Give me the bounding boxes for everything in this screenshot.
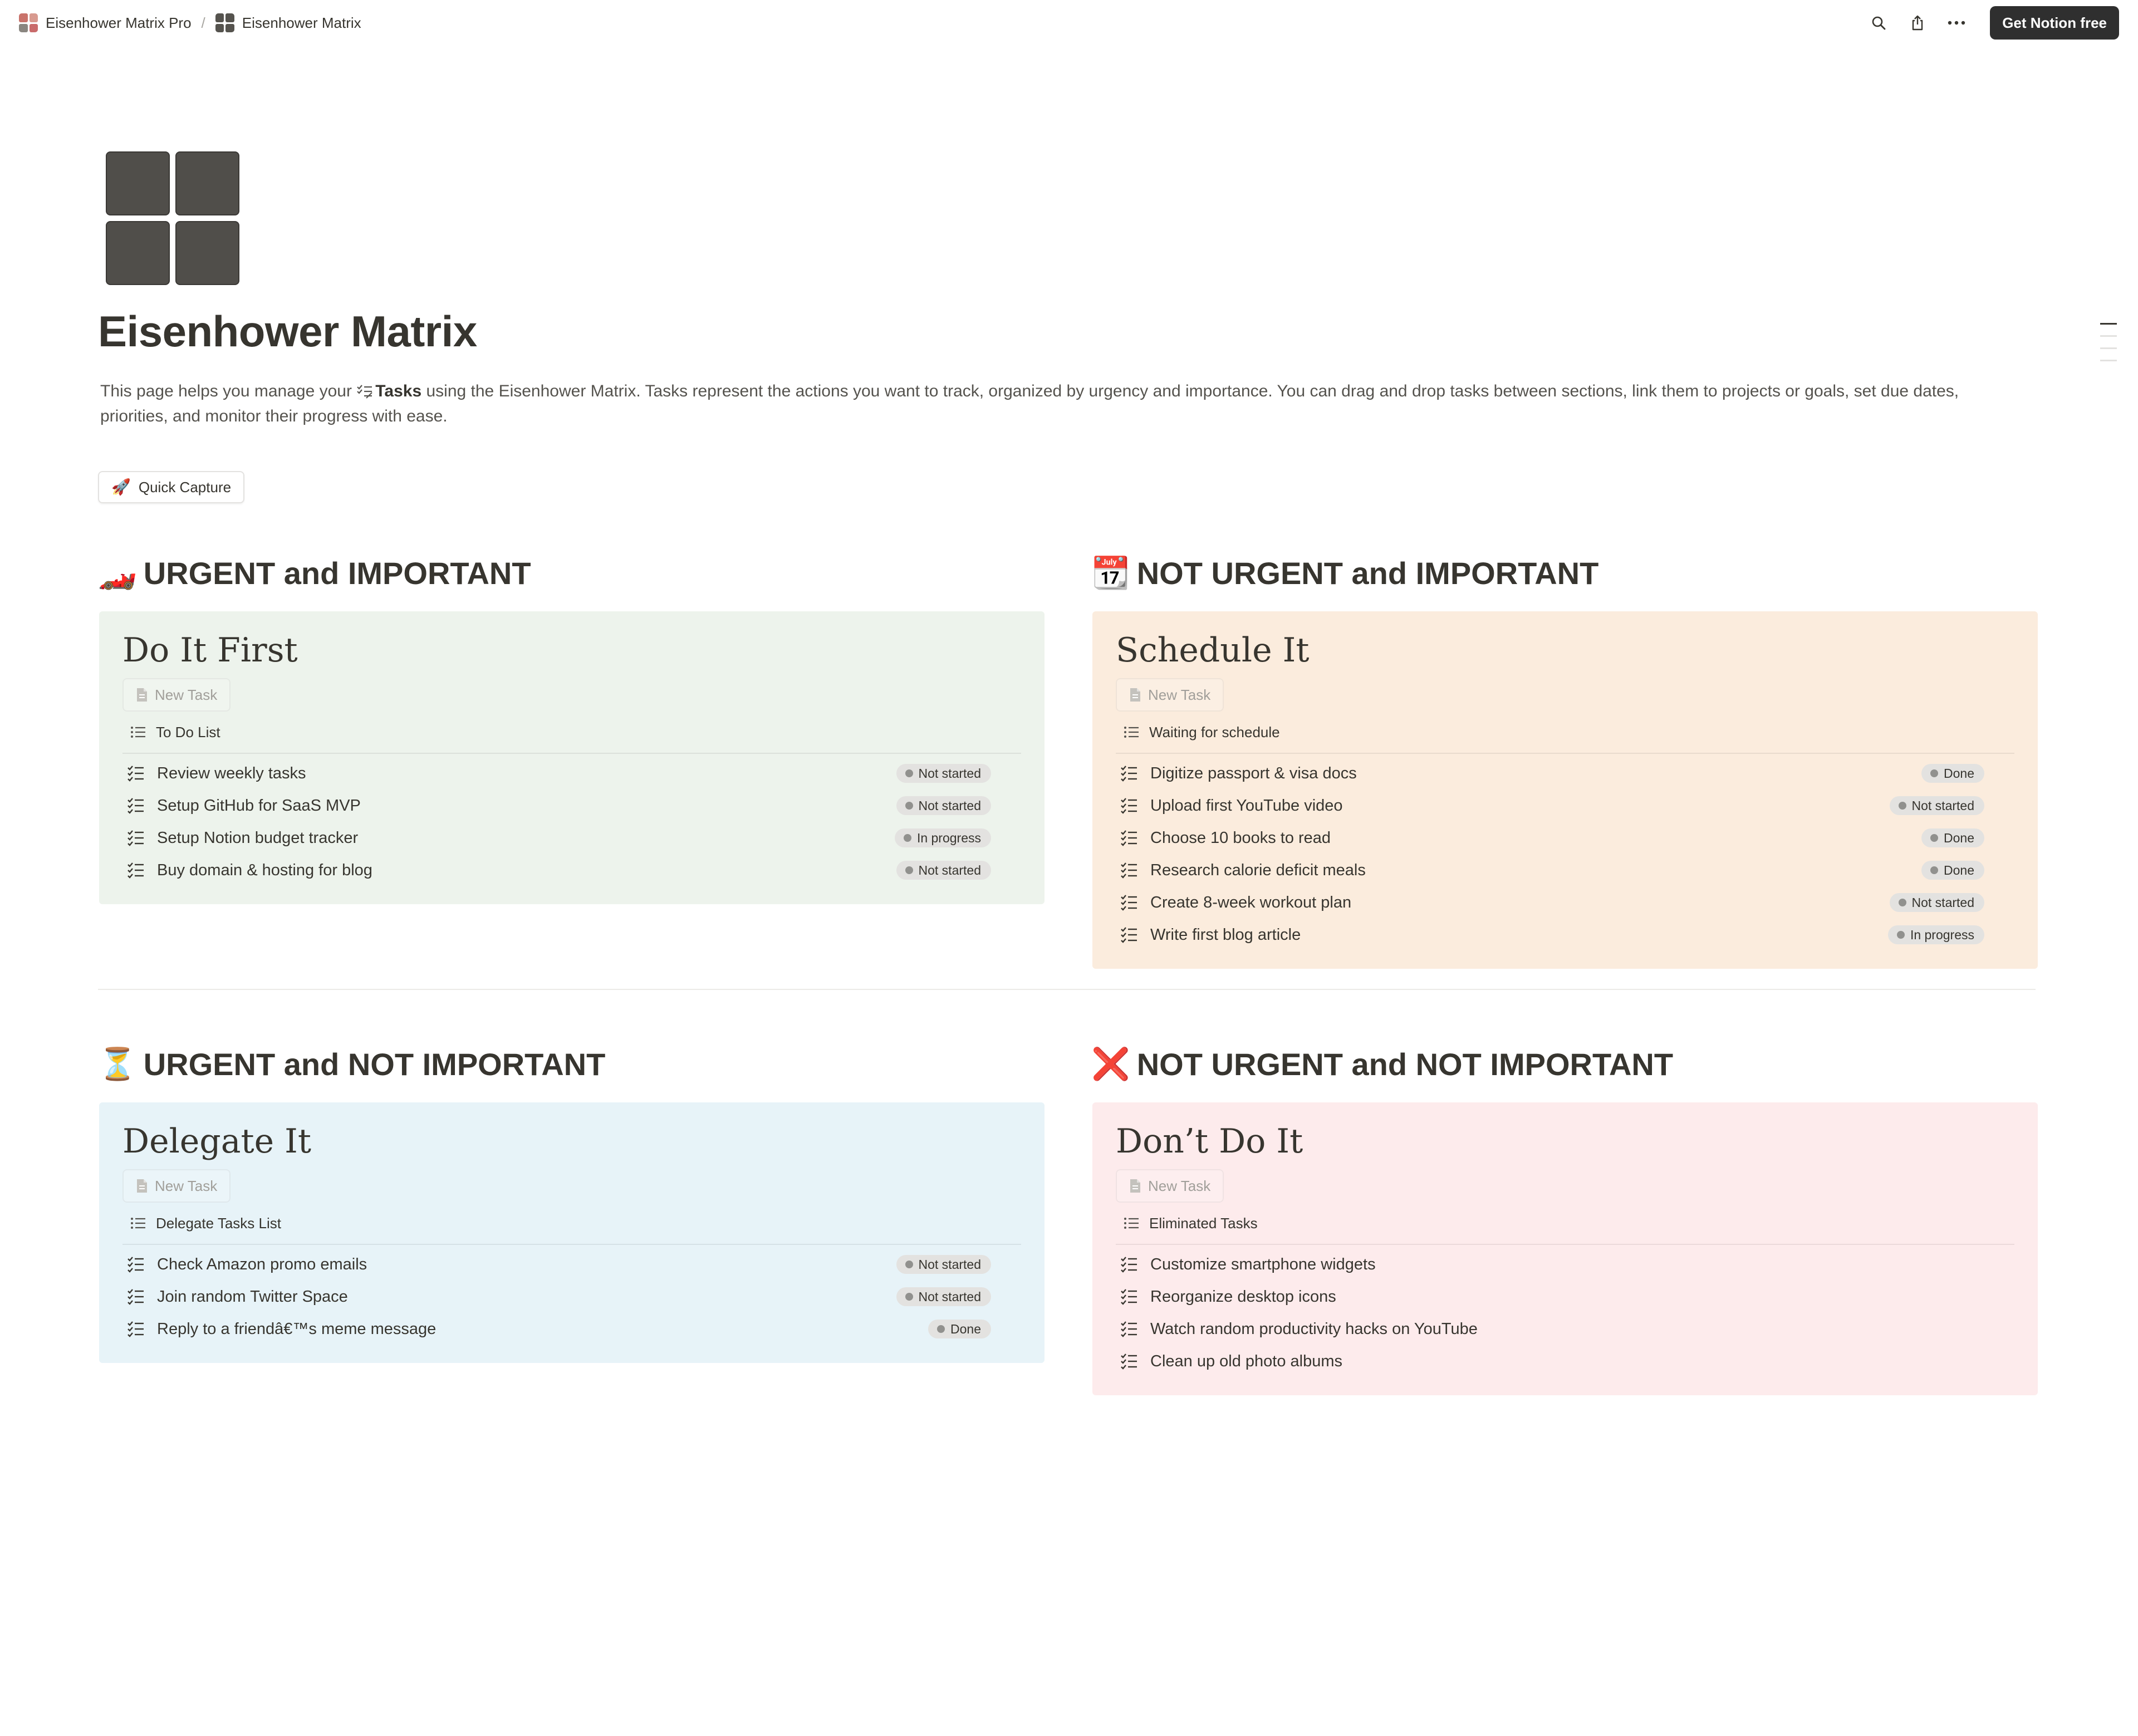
document-icon (136, 688, 148, 702)
rocket-icon: 🚀 (111, 478, 131, 496)
status-label: Done (1944, 830, 1974, 845)
task-icon (127, 765, 149, 782)
status-badge[interactable] (1921, 828, 1984, 847)
status-badge[interactable] (928, 1320, 991, 1338)
section-divider (98, 989, 2036, 990)
heading-text: NOT URGENT and IMPORTANT (1136, 555, 1599, 591)
page-title: Eisenhower Matrix (98, 307, 477, 356)
status-badge[interactable] (896, 1287, 992, 1306)
status-dot (1930, 834, 1938, 842)
card-title: Do It First (122, 631, 298, 670)
task-row[interactable] (1116, 854, 2014, 886)
document-icon (1129, 1179, 1141, 1193)
task-name: Clean up old photo albums (1150, 1352, 1343, 1370)
topbar-actions (1867, 6, 2119, 40)
status-badge[interactable] (1890, 893, 1985, 912)
task-row[interactable] (1116, 789, 2014, 822)
status-dot (905, 802, 913, 810)
task-icon (127, 1256, 149, 1273)
new-task-button[interactable] (1116, 678, 1224, 712)
view-tab[interactable] (122, 1203, 1021, 1245)
status-dot (905, 1293, 913, 1301)
status-label: Not started (918, 862, 981, 877)
status-dot (904, 834, 911, 842)
task-name: Review weekly tasks (157, 764, 306, 782)
task-row[interactable] (122, 789, 1021, 822)
task-icon (127, 862, 149, 879)
task-icon (1120, 1353, 1142, 1370)
hourglass-icon: ⏳ (98, 1046, 137, 1081)
task-name: Research calorie deficit meals (1150, 861, 1366, 879)
list-view-icon (130, 726, 146, 738)
view-tab[interactable] (122, 712, 1021, 754)
task-row[interactable] (122, 822, 1021, 854)
new-task-label: New Task (155, 1177, 218, 1194)
task-name: Reply to a friendâ€™s meme message (157, 1320, 437, 1338)
task-name: Reorganize desktop icons (1150, 1287, 1336, 1306)
status-dot (1930, 866, 1938, 874)
new-task-label: New Task (155, 686, 218, 703)
status-dot (1930, 769, 1938, 777)
status-badge[interactable] (1888, 925, 1984, 944)
task-row[interactable] (1116, 1345, 2014, 1377)
task-icon (1120, 926, 1142, 943)
breadcrumb-item-matrix[interactable] (215, 13, 361, 32)
task-icon (127, 830, 149, 846)
quick-capture-label: Quick Capture (138, 478, 232, 496)
tasks-link[interactable] (356, 382, 426, 400)
share-icon[interactable] (1906, 12, 1929, 34)
card-delegate-it (99, 1102, 1045, 1363)
heading-text: NOT URGENT and NOT IMPORTANT (1136, 1046, 1674, 1082)
task-row[interactable] (122, 1313, 1021, 1345)
document-icon (136, 1179, 148, 1193)
task-name: Watch random productivity hacks on YouTube (1150, 1320, 1478, 1338)
new-task-button[interactable] (122, 678, 231, 712)
new-task-button[interactable] (1116, 1169, 1224, 1203)
card-schedule-it (1092, 611, 2038, 969)
task-row[interactable] (122, 1281, 1021, 1313)
task-icon (1120, 1256, 1142, 1273)
quick-capture-button[interactable] (98, 471, 244, 503)
task-row[interactable] (1116, 757, 2014, 789)
task-name: Digitize passport & visa docs (1150, 764, 1357, 782)
task-row[interactable] (1116, 822, 2014, 854)
status-badge[interactable] (896, 1255, 992, 1274)
task-row[interactable] (1116, 1248, 2014, 1281)
heading-urgent-not-important (98, 1046, 605, 1082)
heading-not-urgent-not-important (1091, 1046, 1673, 1082)
heading-urgent-important (98, 555, 531, 591)
status-label: Not started (918, 1289, 981, 1304)
new-task-label: New Task (1148, 686, 1211, 703)
task-row[interactable] (1116, 1313, 2014, 1345)
status-label: In progress (916, 830, 981, 845)
more-icon[interactable] (1945, 12, 1968, 34)
status-label: Done (1944, 766, 1974, 781)
status-badge[interactable] (895, 828, 991, 847)
task-icon (1120, 765, 1142, 782)
tasks-link-label: Tasks (375, 382, 422, 400)
task-name: Join random Twitter Space (157, 1287, 348, 1306)
page-description (100, 379, 2016, 429)
card-title: Delegate It (122, 1122, 311, 1161)
matrix-pro-icon (19, 13, 38, 32)
task-row[interactable] (1116, 919, 2014, 951)
status-label: In progress (1910, 927, 1974, 942)
status-label: Not started (918, 1257, 981, 1272)
task-icon (127, 1321, 149, 1337)
card-do-it-first (99, 611, 1045, 904)
view-tab-label: Eliminated Tasks (1149, 1214, 1258, 1232)
task-name: Setup GitHub for SaaS MVP (157, 796, 361, 815)
status-label: Not started (1911, 798, 1974, 813)
task-name: Buy domain & hosting for blog (157, 861, 372, 879)
task-name: Choose 10 books to read (1150, 828, 1331, 847)
description-text-start: This page helps you manage your (100, 382, 352, 400)
view-tab-label: To Do List (156, 723, 220, 741)
task-list (1116, 1245, 2014, 1377)
status-label: Done (950, 1321, 981, 1336)
list-view-icon (1124, 726, 1139, 738)
status-dot (905, 769, 913, 777)
task-name: Write first blog article (1150, 925, 1301, 944)
card-title: Schedule It (1116, 631, 1310, 670)
list-view-icon (1124, 1217, 1139, 1229)
task-icon (1120, 862, 1142, 879)
breadcrumb-label: Eisenhower Matrix (242, 14, 361, 31)
task-row[interactable] (122, 854, 1021, 886)
view-tab-label: Delegate Tasks List (156, 1214, 281, 1232)
description-text-end: using the Eisenhower Matrix. Tasks represent the actions you want to track, organized by urgency and importance. You can drag and drop tasks between sections, link them to projects or goals, set due dates, priorities, and monitor their progress with ease. (100, 382, 1959, 425)
status-dot (1897, 931, 1905, 939)
task-icon (1120, 797, 1142, 814)
heading-text: URGENT and NOT IMPORTANT (143, 1046, 606, 1082)
task-list (122, 754, 1021, 886)
status-badge[interactable] (896, 861, 992, 880)
task-name: Customize smartphone widgets (1150, 1255, 1376, 1273)
checklist-icon (356, 382, 373, 400)
matrix-icon (215, 13, 234, 32)
status-dot (905, 1261, 913, 1268)
document-icon (1129, 688, 1141, 702)
status-dot (905, 866, 913, 874)
status-label: Not started (918, 766, 981, 781)
new-task-label: New Task (1148, 1177, 1211, 1194)
calendar-icon: 📆 (1091, 555, 1130, 590)
list-view-icon (130, 1217, 146, 1229)
top-bar (0, 0, 2138, 46)
card-dont-do-it (1092, 1102, 2038, 1395)
cross-mark-icon: ❌ (1091, 1046, 1130, 1081)
status-dot (1899, 899, 1906, 906)
status-badge[interactable] (1921, 861, 1984, 880)
get-notion-free-button[interactable]: Get Notion free (1990, 6, 2119, 40)
status-badge[interactable] (1890, 796, 1985, 815)
task-list (122, 1245, 1021, 1345)
task-icon (1120, 1321, 1142, 1337)
view-tab[interactable] (1116, 1203, 2014, 1245)
breadcrumb-separator: / (201, 14, 205, 31)
card-title: Don’t Do It (1116, 1122, 1303, 1161)
page-outline-indicator[interactable] (2100, 323, 2117, 372)
task-row[interactable] (122, 757, 1021, 789)
task-row[interactable] (1116, 886, 2014, 919)
status-badge[interactable] (896, 796, 992, 815)
task-name: Setup Notion budget tracker (157, 828, 359, 847)
task-row[interactable] (1116, 1281, 2014, 1313)
breadcrumb-item-pro[interactable] (19, 13, 192, 32)
task-icon (1120, 894, 1142, 911)
task-icon (1120, 830, 1142, 846)
page-icon (106, 151, 239, 285)
new-task-button[interactable] (122, 1169, 231, 1203)
view-tab-label: Waiting for schedule (1149, 723, 1280, 741)
status-label: Not started (918, 798, 981, 813)
status-dot (937, 1325, 945, 1333)
status-badge[interactable] (896, 764, 992, 783)
status-label: Done (1944, 862, 1974, 877)
task-icon (1120, 1288, 1142, 1305)
view-tab[interactable] (1116, 712, 2014, 754)
task-name: Create 8-week workout plan (1150, 893, 1352, 911)
status-badge[interactable] (1921, 764, 1984, 783)
heading-text: URGENT and IMPORTANT (143, 555, 531, 591)
status-dot (1899, 802, 1906, 810)
task-row[interactable] (122, 1248, 1021, 1281)
task-list (1116, 754, 2014, 951)
task-icon (127, 1288, 149, 1305)
task-name: Upload first YouTube video (1150, 796, 1343, 815)
search-icon[interactable] (1867, 12, 1890, 34)
heading-not-urgent-important (1091, 555, 1598, 591)
task-icon (127, 797, 149, 814)
task-name: Check Amazon promo emails (157, 1255, 367, 1273)
race-car-icon: 🏎️ (98, 555, 137, 590)
breadcrumb-label: Eisenhower Matrix Pro (46, 14, 192, 31)
status-label: Not started (1911, 895, 1974, 910)
